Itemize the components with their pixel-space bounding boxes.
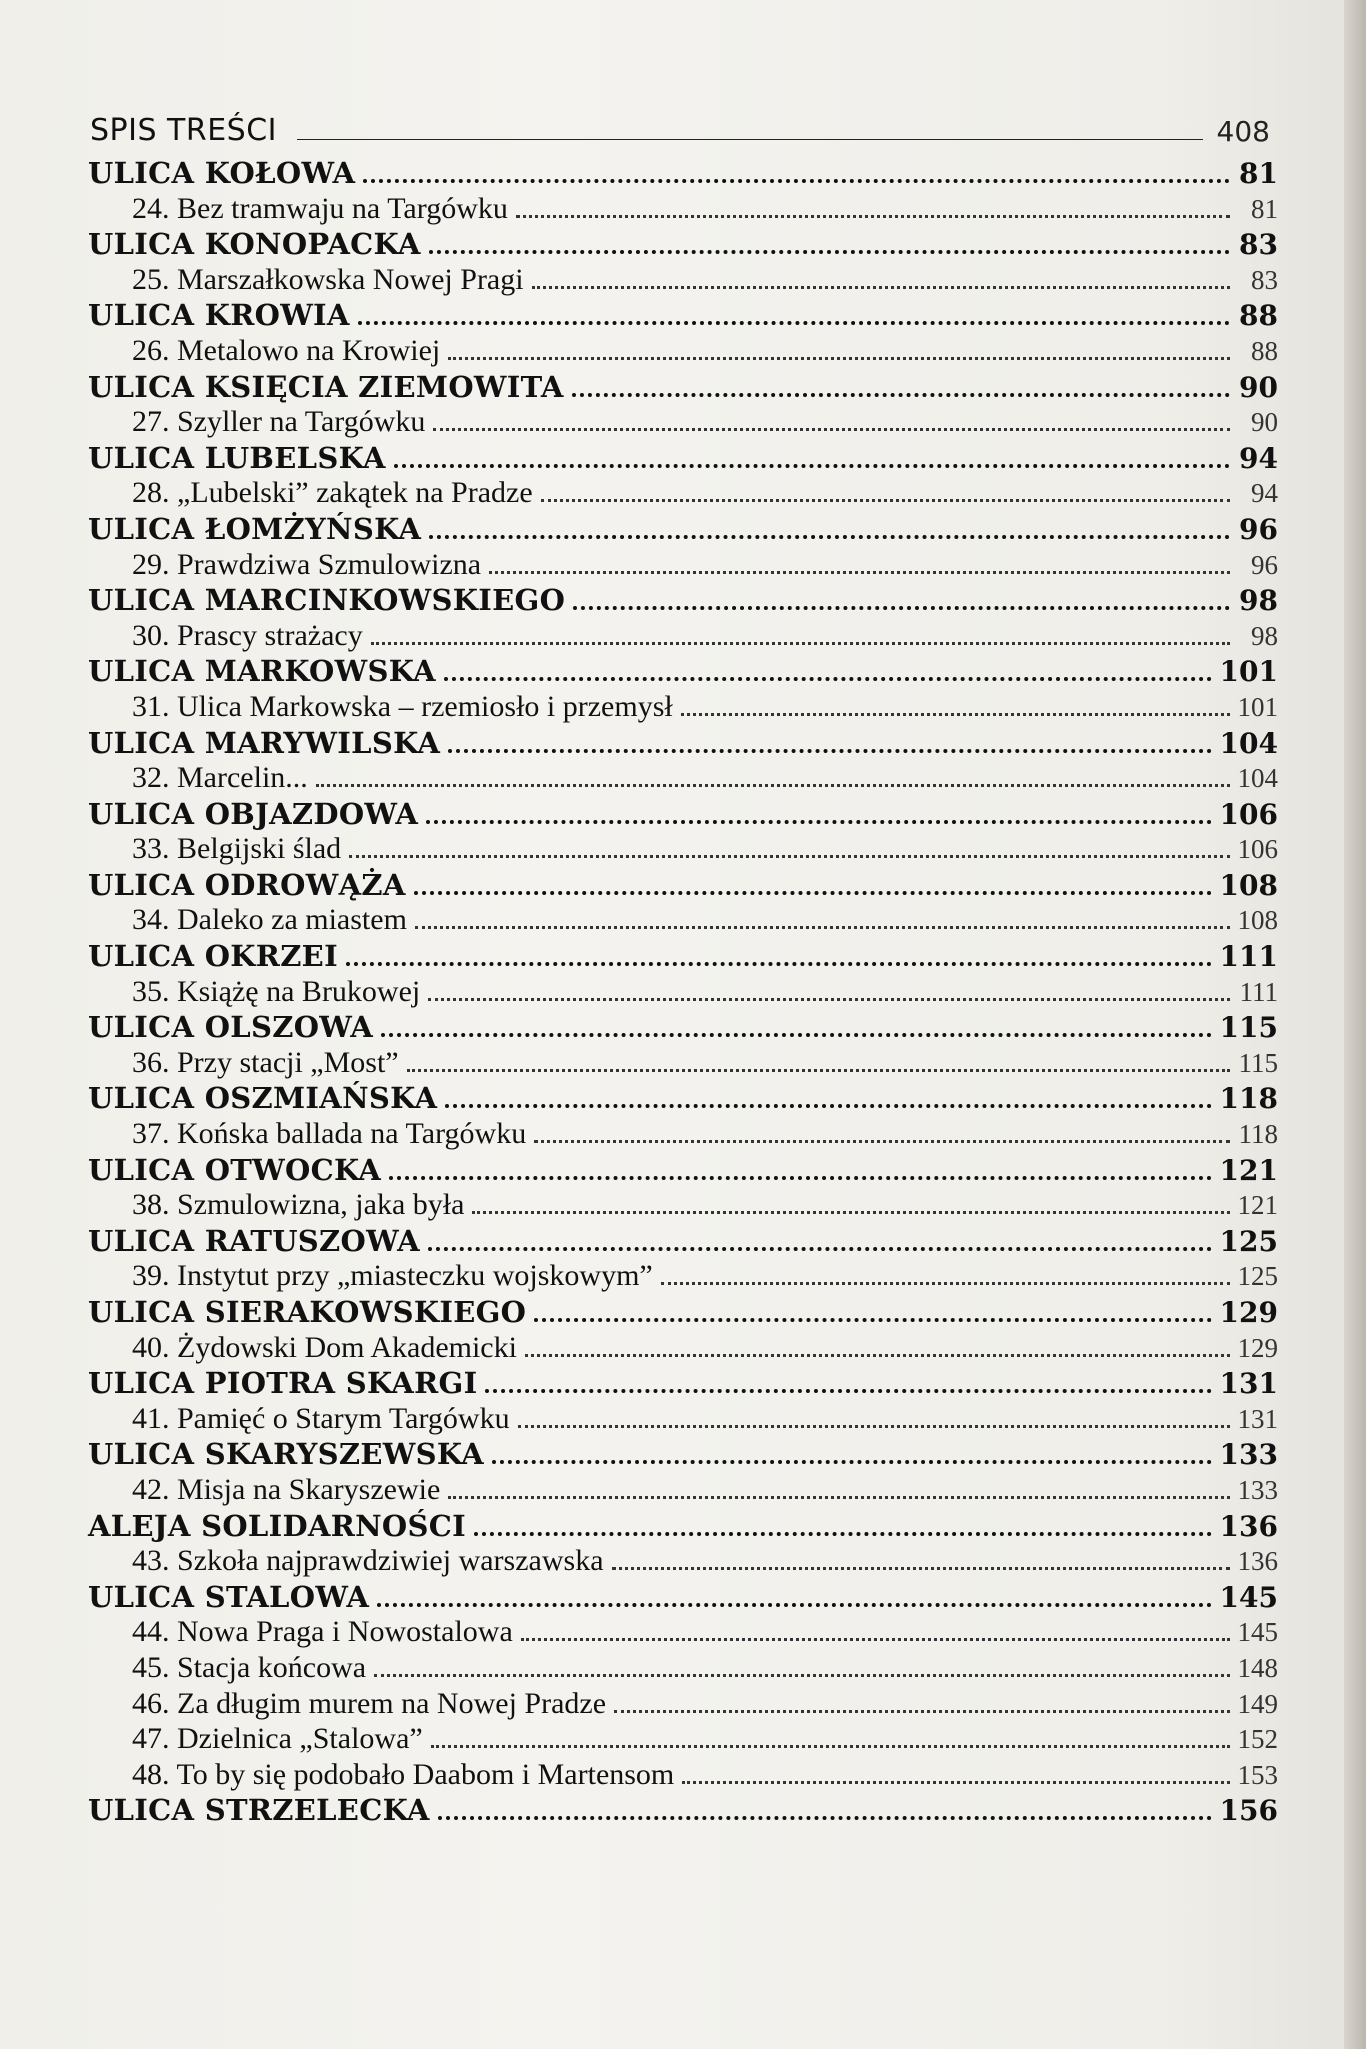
entry-page-number: 106 <box>1237 834 1278 865</box>
toc-street-entry <box>88 583 1278 619</box>
toc-chapter-entry <box>88 1117 1278 1153</box>
entry-title: 44. Nowa Praga i Nowostalowa <box>132 1615 513 1649</box>
entry-page-number: 111 <box>1239 976 1278 1007</box>
toc-chapter-entry <box>88 405 1278 441</box>
entry-title: 46. Za długim murem na Nowej Pradze <box>132 1686 607 1720</box>
toc-street-entry <box>88 797 1278 833</box>
entry-title: ULICA OTWOCKA <box>88 1152 382 1187</box>
toc-chapter-entry <box>88 1615 1278 1651</box>
entry-title: 28. „Lubelski” zakątek na Pradze <box>132 476 533 510</box>
entry-title: 31. Ulica Markowska – rzemiosło i przemysł <box>132 689 673 723</box>
dot-leader <box>438 1816 1212 1820</box>
dot-leader <box>349 855 1229 858</box>
entry-page-number: 104 <box>1219 726 1278 760</box>
dot-leader <box>485 1389 1211 1393</box>
header-page-number: 408 <box>1216 115 1270 148</box>
toc-chapter-entry <box>88 1259 1278 1295</box>
dot-leader <box>414 891 1212 895</box>
entry-page-number: 149 <box>1237 1688 1278 1719</box>
dot-leader <box>415 926 1230 929</box>
dot-leader <box>448 357 1230 360</box>
entry-title: 29. Prawdziwa Szmulowizna <box>132 547 482 581</box>
entry-title: ULICA SIERAKOWSKIEGO <box>88 1295 527 1329</box>
dot-leader <box>516 215 1230 218</box>
dot-leader <box>572 393 1230 397</box>
entry-title: ULICA OBJAZDOWA <box>88 796 419 831</box>
header-title: SPIS TREŚCI <box>90 113 278 148</box>
dot-leader <box>377 1603 1211 1607</box>
entry-title: 41. Pamięć o Starym Targówku <box>132 1401 510 1435</box>
entry-page-number: 90 <box>1239 370 1278 404</box>
dot-leader <box>428 998 1230 1001</box>
entry-title: ULICA MARYWILSKA <box>88 725 441 760</box>
toc-street-entry <box>88 1295 1278 1331</box>
dot-leader <box>534 1318 1211 1322</box>
toc-chapter-entry <box>88 690 1278 726</box>
entry-title: ULICA KONOPACKA <box>88 227 421 262</box>
dot-leader <box>518 1425 1230 1428</box>
dot-leader <box>612 1567 1230 1570</box>
entry-page-number: 81 <box>1239 157 1278 190</box>
entry-title: 24. Bez tramwaju na Targówku <box>132 191 508 225</box>
toc-chapter-entry <box>88 1046 1278 1082</box>
toc-street-entry <box>88 1010 1278 1046</box>
toc-chapter-entry <box>88 1758 1278 1794</box>
entry-title: 34. Daleko za miastem <box>132 903 407 937</box>
entry-page-number: 145 <box>1219 1580 1278 1614</box>
dot-leader <box>521 1638 1230 1641</box>
entry-title: 47. Dzielnica „Stalowa” <box>132 1722 423 1756</box>
dot-leader <box>492 1460 1212 1464</box>
toc-street-entry <box>88 1081 1278 1117</box>
entry-page-number: 83 <box>1239 228 1278 262</box>
entry-page-number: 125 <box>1219 1224 1278 1258</box>
entry-title: 43. Szkoła najprawdziwiej warszawska <box>132 1544 604 1578</box>
toc-street-entry <box>88 227 1278 263</box>
toc-chapter-entry <box>88 1544 1278 1580</box>
dot-leader <box>346 962 1212 966</box>
entry-page-number: 152 <box>1237 1724 1278 1755</box>
entry-title: 27. Szyller na Targówku <box>132 405 426 439</box>
dot-leader <box>532 286 1230 289</box>
toc-street-entry <box>88 1224 1278 1260</box>
dot-leader <box>429 535 1230 539</box>
toc-street-entry <box>88 654 1278 690</box>
dot-leader <box>358 321 1230 325</box>
entry-title: ULICA OKRZEI <box>88 939 338 974</box>
entry-page-number: 156 <box>1219 1794 1278 1828</box>
toc-chapter-entry <box>88 1687 1278 1723</box>
entry-title: 36. Przy stacji „Most” <box>132 1045 399 1079</box>
entry-page-number: 133 <box>1219 1438 1278 1472</box>
entry-page-number: 98 <box>1239 584 1278 618</box>
toc-chapter-entry <box>88 334 1278 370</box>
entry-title: ULICA MARCINKOWSKIEGO <box>88 583 566 618</box>
toc-street-entry <box>88 512 1278 548</box>
entry-page-number: 153 <box>1237 1759 1278 1790</box>
dot-leader <box>426 820 1211 824</box>
toc-street-entry <box>88 370 1278 406</box>
entry-title: ULICA KSIĘCIA ZIEMOWITA <box>88 369 564 404</box>
dot-leader <box>363 179 1230 183</box>
toc-chapter-entry <box>88 1331 1278 1367</box>
entry-page-number: 121 <box>1237 1190 1278 1221</box>
entry-page-number: 94 <box>1239 441 1278 475</box>
dot-leader <box>444 677 1212 681</box>
entry-page-number: 111 <box>1219 940 1278 974</box>
entry-page-number: 136 <box>1219 1509 1278 1543</box>
dot-leader <box>573 606 1230 610</box>
dot-leader <box>431 1745 1230 1748</box>
dot-leader <box>407 1069 1230 1072</box>
entry-page-number: 129 <box>1219 1296 1278 1329</box>
toc-street-entry <box>88 298 1278 334</box>
entry-page-number: 96 <box>1251 549 1278 580</box>
toc-chapter-entry <box>88 903 1278 939</box>
dot-leader <box>429 250 1230 254</box>
entry-page-number: 136 <box>1237 1546 1278 1577</box>
entry-title: ULICA LUBELSKA <box>88 440 386 475</box>
dot-leader <box>394 464 1230 468</box>
toc-street-entry <box>88 1153 1278 1189</box>
entry-title: ULICA OSZMIAŃSKA <box>88 1081 438 1116</box>
toc-chapter-entry <box>88 1722 1278 1758</box>
toc-chapter-entry <box>88 832 1278 868</box>
entry-title: 33. Belgijski ślad <box>132 832 342 866</box>
dot-leader <box>448 749 1211 753</box>
entry-page-number: 148 <box>1237 1652 1278 1683</box>
toc-chapter-entry <box>88 975 1278 1011</box>
dot-leader <box>389 1176 1211 1180</box>
entry-title: ULICA RATUSZOWA <box>88 1223 420 1258</box>
dot-leader <box>541 499 1230 502</box>
dot-leader <box>534 1140 1230 1143</box>
entry-page-number: 108 <box>1219 868 1278 902</box>
entry-title: ULICA STRZELECKA <box>88 1793 430 1828</box>
entry-title: ULICA SKARYSZEWSKA <box>88 1437 484 1472</box>
entry-page-number: 108 <box>1237 905 1278 936</box>
toc-chapter-entry <box>88 1473 1278 1509</box>
entry-page-number: 81 <box>1251 193 1278 224</box>
dot-leader <box>472 1211 1229 1214</box>
entry-title: 45. Stacja końcowa <box>132 1650 367 1684</box>
entry-page-number: 90 <box>1251 407 1278 438</box>
dot-leader <box>381 1033 1211 1037</box>
entry-title: ULICA PIOTRA SKARGI <box>88 1366 478 1401</box>
entry-page-number: 118 <box>1219 1082 1278 1116</box>
entry-title: ULICA KOŁOWA <box>88 156 356 190</box>
table-of-contents <box>88 156 1278 1829</box>
entry-page-number: 131 <box>1237 1403 1278 1434</box>
entry-page-number: 131 <box>1219 1367 1278 1401</box>
entry-page-number: 104 <box>1237 763 1278 794</box>
entry-page-number: 133 <box>1237 1474 1278 1505</box>
dot-leader <box>448 1496 1229 1499</box>
toc-chapter-entry <box>88 1188 1278 1224</box>
toc-street-entry <box>88 1793 1278 1829</box>
entry-title: 35. Książę na Brukowej <box>132 974 421 1008</box>
entry-title: 37. Końska ballada na Targówku <box>132 1117 527 1151</box>
dot-leader <box>428 1247 1212 1251</box>
toc-street-entry <box>88 441 1278 477</box>
entry-title: 25. Marszałkowska Nowej Pragi <box>132 262 524 296</box>
dot-leader <box>371 642 1230 645</box>
entry-title: 48. To by się podobało Daabom i Martensom <box>132 1757 675 1791</box>
entry-page-number: 115 <box>1219 1011 1278 1045</box>
dot-leader <box>374 1674 1229 1677</box>
entry-title: 30. Prascy strażacy <box>132 618 363 652</box>
entry-page-number: 125 <box>1237 1261 1278 1292</box>
dot-leader <box>661 1282 1230 1285</box>
entry-page-number: 98 <box>1251 620 1278 651</box>
toc-chapter-entry <box>88 192 1278 228</box>
toc-chapter-entry <box>88 548 1278 584</box>
entry-page-number: 96 <box>1239 512 1278 546</box>
toc-street-entry <box>88 868 1278 904</box>
entry-page-number: 115 <box>1238 1047 1278 1078</box>
entry-title: ULICA STALOWA <box>88 1579 370 1614</box>
dot-leader <box>682 1781 1229 1784</box>
entry-page-number: 145 <box>1237 1617 1278 1648</box>
entry-title: ULICA KROWIA <box>88 298 350 333</box>
toc-chapter-entry <box>88 619 1278 655</box>
dot-leader <box>433 428 1230 431</box>
entry-page-number: 88 <box>1251 335 1278 366</box>
dot-leader <box>614 1710 1229 1713</box>
toc-street-entry <box>88 726 1278 762</box>
entry-title: ULICA ŁOMŻYŃSKA <box>88 511 422 546</box>
entry-page-number: 129 <box>1237 1332 1278 1363</box>
toc-street-entry <box>88 156 1278 192</box>
entry-page-number: 101 <box>1219 655 1278 689</box>
entry-title: 39. Instytut przy „miasteczku wojskowym” <box>132 1259 653 1293</box>
toc-street-entry <box>88 1509 1278 1545</box>
entry-title: 40. Żydowski Dom Akademicki <box>132 1330 517 1364</box>
dot-leader <box>316 784 1230 787</box>
toc-chapter-entry <box>88 761 1278 797</box>
dot-leader <box>445 1104 1211 1108</box>
entry-title: 38. Szmulowizna, jaka była <box>132 1188 465 1222</box>
entry-title: ULICA ODROWĄŻA <box>88 867 406 902</box>
entry-title: 26. Metalowo na Krowiej <box>132 333 441 367</box>
entry-title: ULICA OLSZOWA <box>88 1010 374 1045</box>
entry-page-number: 83 <box>1251 264 1278 295</box>
entry-title: ALEJA SOLIDARNOŚCI <box>88 1508 466 1543</box>
running-header <box>90 104 1270 148</box>
entry-page-number: 121 <box>1219 1153 1278 1187</box>
entry-page-number: 118 <box>1238 1119 1278 1150</box>
toc-chapter-entry <box>88 1651 1278 1687</box>
dot-leader <box>489 571 1230 574</box>
toc-chapter-entry <box>88 263 1278 299</box>
dot-leader <box>681 713 1230 716</box>
toc-chapter-entry <box>88 1402 1278 1438</box>
dot-leader <box>525 1354 1230 1357</box>
toc-street-entry <box>88 939 1278 975</box>
toc-street-entry <box>88 1437 1278 1473</box>
entry-page-number: 101 <box>1237 691 1278 722</box>
entry-page-number: 94 <box>1251 478 1278 509</box>
header-rule <box>297 139 1203 140</box>
entry-page-number: 106 <box>1219 797 1278 831</box>
entry-page-number: 88 <box>1239 299 1278 333</box>
entry-title: ULICA MARKOWSKA <box>88 654 436 689</box>
book-spine <box>1344 0 1366 2049</box>
toc-chapter-entry <box>88 476 1278 512</box>
entry-title: 32. Marcelin... <box>132 761 308 795</box>
toc-street-entry <box>88 1366 1278 1402</box>
entry-title: 42. Misja na Skaryszewie <box>132 1472 441 1506</box>
dot-leader <box>474 1532 1212 1536</box>
toc-street-entry <box>88 1580 1278 1616</box>
